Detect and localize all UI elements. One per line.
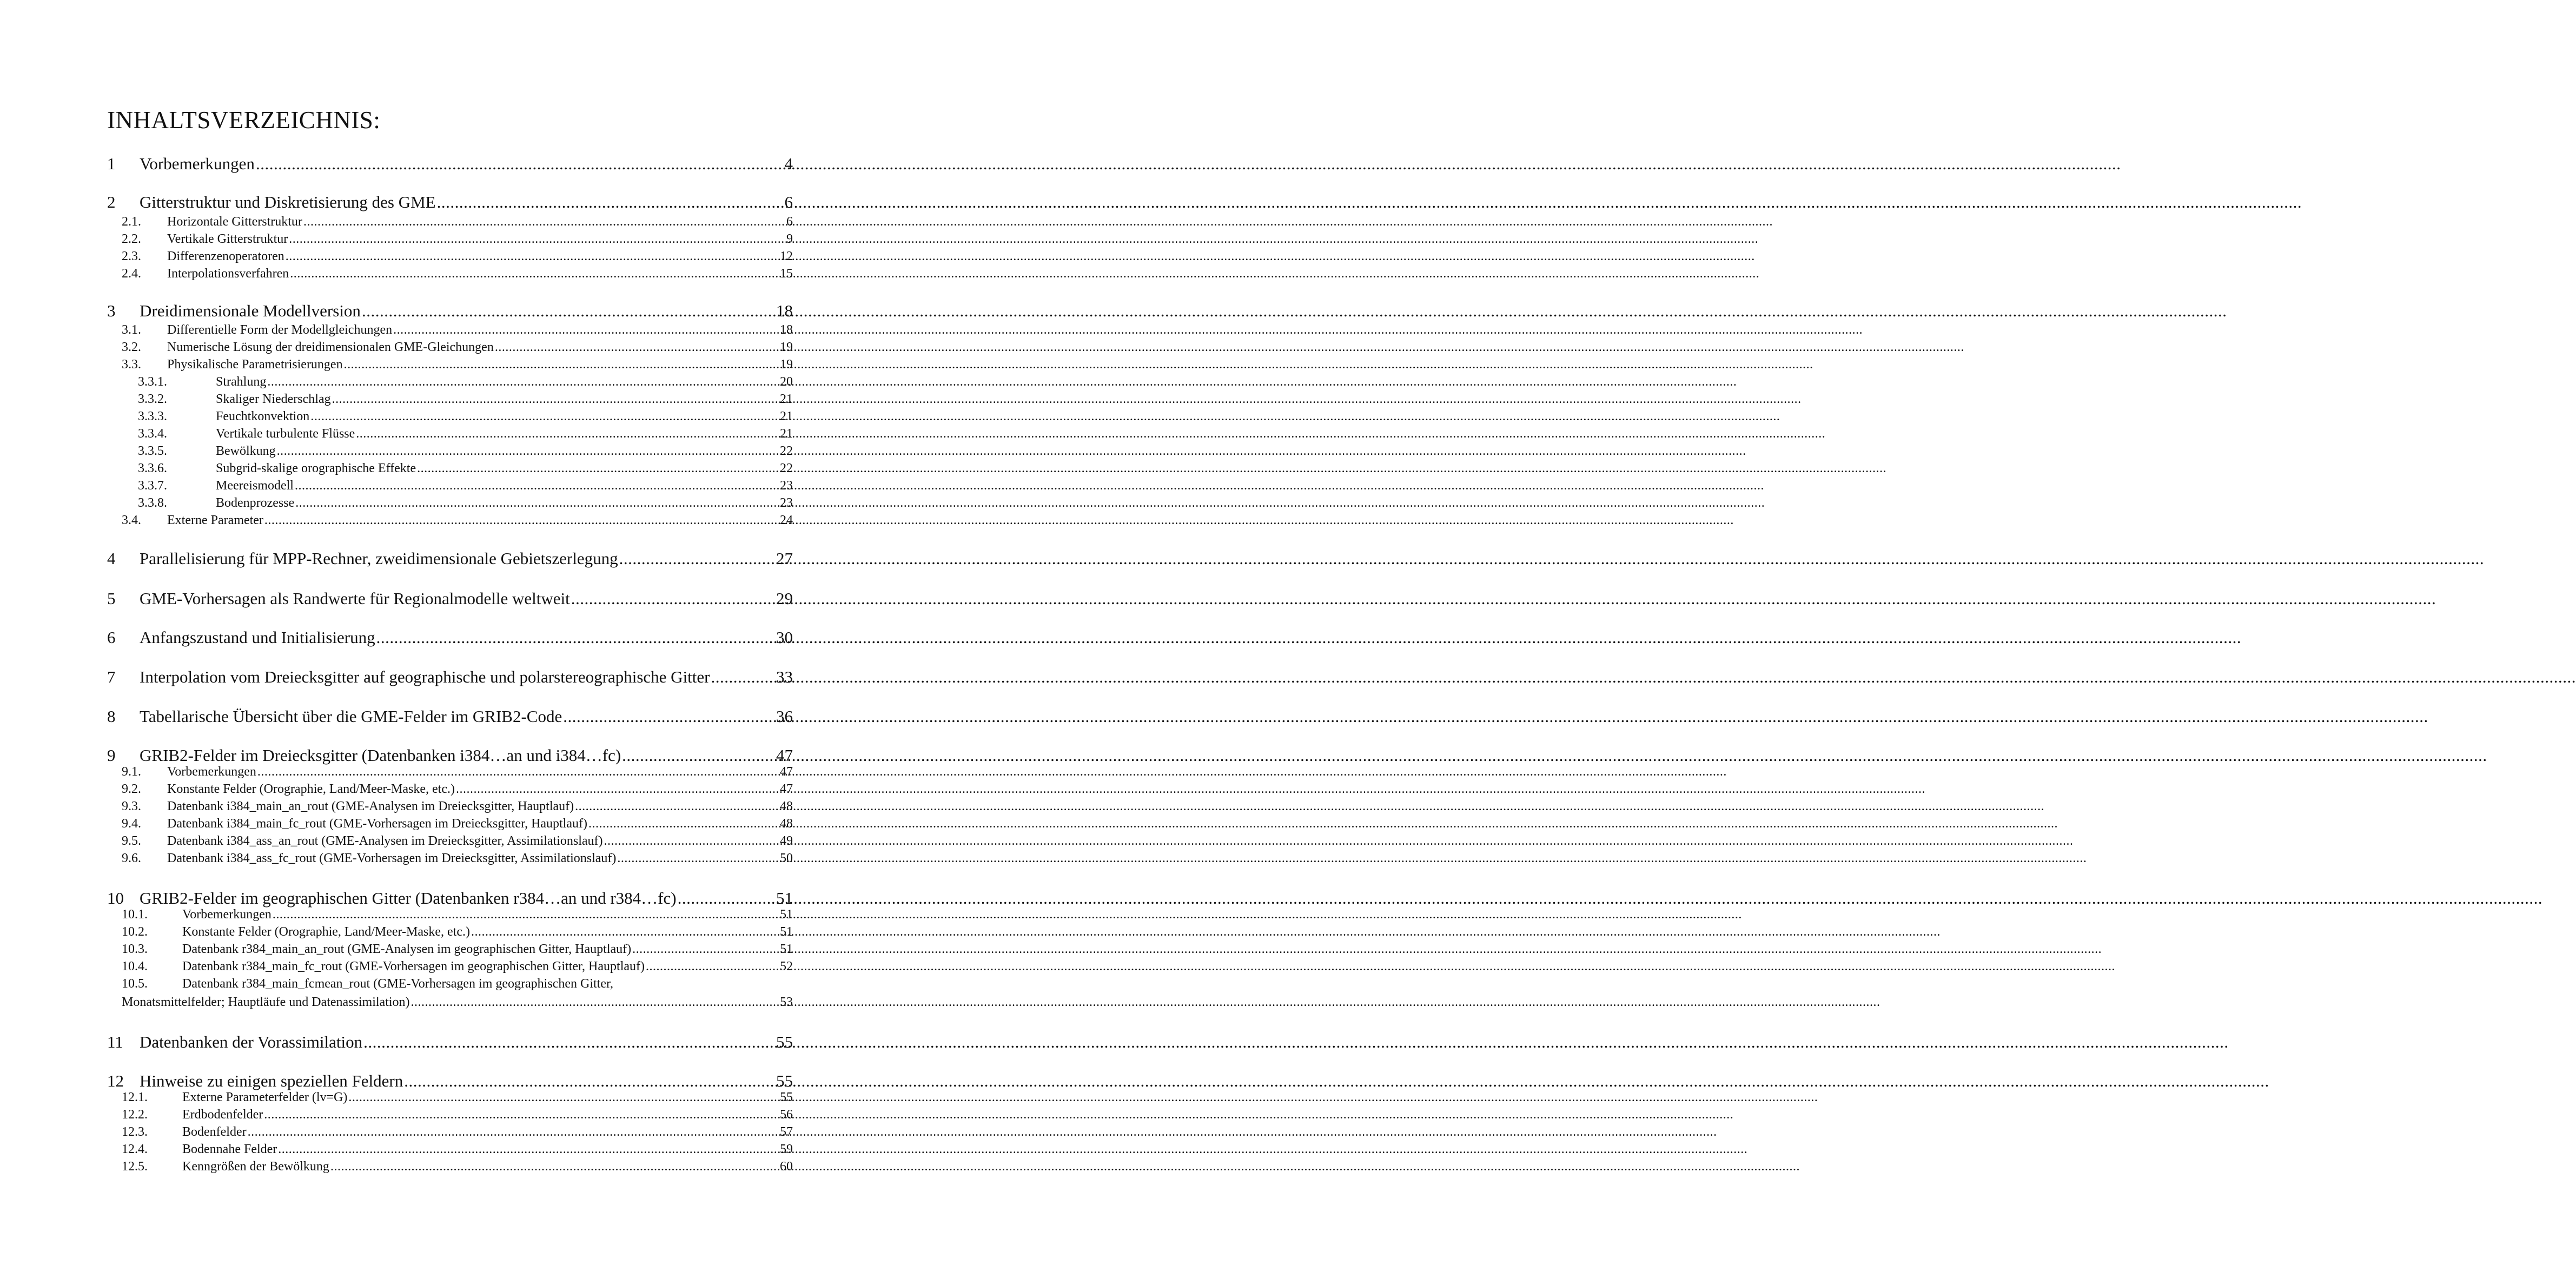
toc-entry-number: 12.2. [122,1108,148,1122]
toc-entry-page: 4 [784,154,793,173]
toc-entry[interactable] [107,153,793,175]
toc-entry[interactable] [122,975,793,992]
toc-entry[interactable] [138,408,793,425]
toc-entry-number: 3.3. [122,357,141,372]
toc-entry-number: 3.3.3. [138,409,167,423]
toc-entry[interactable] [122,906,793,923]
toc-entry-number: 11 [107,1032,123,1051]
toc-entry-page: 30 [776,628,793,647]
toc-entry-number: 3.3.8. [138,496,167,510]
toc-entry-page: 59 [780,1142,793,1156]
toc-leader-dots [363,1031,775,1053]
toc-leader-dots [393,321,779,339]
toc-entry-page: 19 [780,340,793,354]
toc-entry-page: 51 [780,925,793,939]
toc-entry-title: Konstante Felder (Orographie, Land/Meer-Maske, etc.) [182,925,470,939]
toc-entry[interactable] [122,213,793,230]
toc-entry-number: 9.5. [122,834,141,848]
toc-entry[interactable] [122,815,793,832]
toc-entry[interactable] [107,627,793,648]
toc-entry[interactable] [122,780,793,798]
toc-entry-title: Tabellarische Übersicht über die GME-Felder im GRIB2-Code [140,707,562,726]
toc-entry[interactable] [138,390,793,408]
toc-leader-dots [617,850,779,867]
toc-entry-title: Interpolationsverfahren [167,267,289,281]
toc-entry-number: 12.4. [122,1142,148,1156]
toc-entry-page: 55 [780,1090,793,1104]
toc-entry[interactable] [122,1141,793,1158]
toc-entry-number: 12.5. [122,1160,148,1174]
toc-entry-title: Monatsmittelfelder; Hauptläufe und Datenassimilation) [122,995,410,1009]
toc-entry-number: 3.2. [122,340,141,354]
toc-leader-dots [303,213,785,230]
toc-leader-dots [330,1158,779,1175]
toc-entry-title: Datenbank r384_main_an_rout (GME-Analysen im geographischen Gitter, Hauptlauf) [182,942,632,956]
toc-leader-dots [264,1106,779,1123]
toc-entry-title: Numerische Lösung der dreidimensionalen GME-Gleichungen [167,340,494,354]
toc-entry-page: 9 [786,232,793,246]
toc-leader-dots [286,248,779,265]
toc-entry-page: 23 [780,479,793,493]
toc-entry-title: Interpolation vom Dreiecksgitter auf geographische und polarstereographische Gitter [140,667,710,686]
toc-entry-number: 4 [107,549,116,568]
toc-leader-dots [571,588,775,610]
toc-entry-title: GME-Vorhersagen als Randwerte für Regionalmodelle weltweit [140,589,570,608]
toc-entry-page: 23 [780,496,793,510]
toc-entry-page: 50 [780,851,793,865]
toc-leader-dots [588,815,779,832]
toc-entry-title: Datenbanken der Vorassimilation [140,1032,363,1051]
toc-entry-number: 8 [107,707,116,726]
document-page [0,0,894,1265]
toc-entry-page: 47 [780,782,793,796]
toc-entry[interactable] [122,265,793,282]
toc-entry-number: 3.3.2. [138,392,167,406]
toc-entry-title: Hinweise zu einigen speziellen Feldern [140,1071,403,1090]
toc-entry[interactable] [122,339,793,356]
toc-entry-number: 2.3. [122,249,141,263]
toc-entry[interactable] [122,356,793,373]
toc-entry[interactable] [122,994,793,1011]
toc-entry-page: 56 [780,1108,793,1122]
toc-entry-title: Dreidimensionale Modellversion [140,301,361,320]
toc-entry[interactable] [122,1089,793,1106]
toc-entry-number: 3.3.6. [138,461,167,475]
toc-entry-title: Bodenprozesse [216,496,295,510]
toc-entry-number: 10.1. [122,908,148,922]
toc-entry-page: 49 [780,834,793,848]
toc-entry[interactable] [122,958,793,975]
toc-entry-title: Feuchtkonvektion [216,409,310,423]
toc-entry-title: Vorbemerkungen [182,908,271,922]
toc-entry-title: Datenbank i384_main_an_rout (GME-Analysen im Dreiecksgitter, Hauptlauf) [167,799,574,813]
toc-entry-page: 36 [776,707,793,726]
toc-entry-title: Skaliger Niederschlag [216,392,331,406]
toc-leader-dots [264,512,779,529]
toc-entry-page: 18 [780,323,793,337]
toc-entry-page: 21 [780,392,793,406]
toc-entry[interactable] [122,1106,793,1123]
toc-entry-page: 48 [780,799,793,813]
toc-entry-page: 6 [784,193,793,211]
toc-entry-title: Externe Parameterfelder (lv=G) [182,1090,348,1104]
toc-entry[interactable] [122,1123,793,1141]
toc-entry[interactable] [122,1158,793,1175]
toc-entry[interactable] [107,1031,793,1053]
toc-entry-number: 10.5. [122,977,148,991]
toc-entry-page: 22 [780,444,793,458]
toc-entry-number: 10.3. [122,942,148,956]
toc-entry[interactable] [138,442,793,460]
toc-leader-dots [267,373,779,390]
toc-leader-dots [471,923,779,941]
toc-entry-title: Datenbank i384_ass_an_rout (GME-Analysen im Dreiecksgitter, Assimilationslauf) [167,834,603,848]
toc-entry-page: 24 [780,513,793,527]
toc-leader-dots [711,666,775,688]
toc-entry-number: 9.6. [122,851,141,865]
toc-entry-title: Differenzenoperatoren [167,249,284,263]
toc-leader-dots [310,408,779,425]
toc-leader-dots [356,425,779,442]
toc-entry-title: Externe Parameter [167,513,263,527]
toc-entry-title: Differentielle Form der Modellgleichungen [167,323,393,337]
toc-entry-title: Vorbemerkungen [167,765,256,779]
toc-entry-page: 51 [780,908,793,922]
toc-entry-title: Bewölkung [216,444,276,458]
toc-entry-title: Datenbank r384_main_fc_rout (GME-Vorhersagen im geographischen Gitter, Hauptlauf) [182,959,645,973]
toc-entry-number: 12.3. [122,1125,148,1139]
toc-entry-title: Datenbank i384_ass_fc_rout (GME-Vorhersagen im Dreiecksgitter, Assimilationslauf) [167,851,617,865]
toc-entry-number: 2.4. [122,267,141,281]
toc-entry-number: 9.4. [122,817,141,831]
toc-entry-page: 29 [776,589,793,608]
toc-entry-number: 10.2. [122,925,148,939]
toc-entry-page: 21 [780,427,793,441]
toc-entry-title: Strahlung [216,375,267,389]
toc-entry-number: 12 [107,1071,124,1090]
toc-entry-number: 2.2. [122,232,141,246]
toc-entry-page: 15 [780,267,793,281]
toc-entry[interactable] [107,300,793,322]
toc-entry-page: 19 [780,357,793,372]
toc-entry-page: 12 [780,249,793,263]
toc-entry-title: GRIB2-Felder im Dreiecksgitter (Datenbanken i384…an und i384…fc) [140,746,621,765]
toc-entry-number: 1 [107,154,116,173]
toc-entry-number: 7 [107,667,116,686]
toc-entry[interactable] [122,321,793,339]
toc-leader-dots [256,153,784,175]
toc-entry[interactable] [122,850,793,867]
toc-entry[interactable] [107,588,793,610]
toc-leader-dots [619,548,775,569]
toc-entry-page: 21 [780,409,793,423]
toc-entry-title: Gitterstruktur und Diskretisierung des GME [140,193,436,211]
toc-entry-page: 51 [776,889,793,908]
toc-entry-page: 33 [776,667,793,686]
toc-entry-title: Vertikale Gitterstruktur [167,232,288,246]
toc-entry-title: GRIB2-Felder im geographischen Gitter (Datenbanken r384…an und r384…fc) [140,889,677,908]
toc-entry[interactable] [122,230,793,248]
toc-entry[interactable] [107,548,793,569]
toc-entry-number: 3.3.7. [138,479,167,493]
toc-entry-page: 47 [776,746,793,765]
toc-entry-page: 52 [780,959,793,973]
toc-entry[interactable] [122,941,793,958]
toc-leader-dots [646,958,779,975]
toc-entry-title: Meereismodell [216,479,294,493]
toc-leader-dots [295,494,779,512]
toc-entry[interactable] [122,798,793,815]
toc-entry-page: 6 [786,215,793,229]
toc-entry-number: 5 [107,589,116,608]
toc-entry-number: 10.4. [122,959,148,973]
toc-leader-dots [273,906,779,923]
toc-entry-page: 47 [780,765,793,779]
toc-entry-title: Anfangszustand und Initialisierung [140,628,375,647]
toc-entry-title: Subgrid-skalige orographische Effekte [216,461,416,475]
toc-leader-dots [348,1089,779,1106]
toc-entry-page: 18 [776,301,793,320]
toc-entry[interactable] [122,832,793,850]
toc-entry-number: 3.4. [122,513,141,527]
toc-leader-dots [289,230,785,248]
toc-entry-number: 3 [107,301,116,320]
toc-title: INHALTSVERZEICHNIS: [107,107,381,134]
toc-entry-title: Bodenfelder [182,1125,247,1139]
toc-entry-page: 53 [780,995,793,1009]
toc-entry-page: 22 [780,461,793,475]
toc-entry-page: 55 [776,1032,793,1051]
toc-entry[interactable] [138,425,793,442]
toc-entry-page: 27 [776,549,793,568]
toc-entry-title: Vorbemerkungen [140,154,255,173]
toc-entry[interactable] [107,666,793,688]
toc-entry-number: 10 [107,889,124,908]
toc-leader-dots [417,460,779,477]
toc-entry[interactable] [122,763,793,780]
toc-entry-title: Bodennahe Felder [182,1142,277,1156]
toc-entry-number: 2.1. [122,215,141,229]
toc-entry-title: Datenbank r384_main_fcmean_rout (GME-Vorhersagen im geographischen Gitter, [182,977,614,991]
toc-entry-number: 3.3.5. [138,444,167,458]
toc-entry-title: Parallelisierung für MPP-Rechner, zweidimensionale Gebietszerlegung [140,549,618,568]
toc-entry-title: Datenbank i384_main_fc_rout (GME-Vorhersagen im Dreiecksgitter, Hauptlauf) [167,817,588,831]
toc-entry-page: 60 [780,1160,793,1174]
toc-entry-title: Vertikale turbulente Flüsse [216,427,355,441]
toc-leader-dots [290,265,779,282]
toc-entry[interactable] [122,512,793,529]
toc-leader-dots [344,356,779,373]
toc-entry-number: 9.3. [122,799,141,813]
toc-leader-dots [362,300,775,322]
toc-entry-number: 12.1. [122,1090,148,1104]
toc-entry-number: 2 [107,193,116,211]
toc-entry[interactable] [138,460,793,477]
toc-entry-title: Horizontale Gitterstruktur [167,215,302,229]
toc-leader-dots [248,1123,779,1141]
toc-entry-title: Konstante Felder (Orographie, Land/Meer-Maske, etc.) [167,782,455,796]
toc-leader-dots [575,798,779,815]
toc-entry-number: 9.1. [122,765,141,779]
toc-leader-dots [376,627,775,648]
toc-entry[interactable] [122,248,793,265]
toc-leader-dots [277,442,779,460]
toc-entry-page: 57 [780,1125,793,1139]
toc-entry-page: 20 [780,375,793,389]
toc-leader-dots [456,780,779,798]
toc-entry-number: 9 [107,746,116,765]
toc-entry-page: 55 [776,1071,793,1090]
toc-entry-number: 6 [107,628,116,647]
toc-entry[interactable] [138,477,793,494]
toc-entry-title: Erdbodenfelder [182,1108,263,1122]
toc-entry-title: Physikalische Parametrisierungen [167,357,343,372]
toc-leader-dots [295,477,779,494]
toc-entry-number: 3.1. [122,323,141,337]
toc-leader-dots [563,706,775,727]
toc-entry-number: 3.3.1. [138,375,167,389]
toc-entry-page: 48 [780,817,793,831]
toc-entry-number: 9.2. [122,782,141,796]
toc-leader-dots [495,339,779,356]
toc-entry-page: 51 [780,942,793,956]
toc-leader-dots [604,832,779,850]
toc-leader-dots [411,994,779,1011]
toc-entry[interactable] [138,373,793,390]
toc-leader-dots [632,941,779,958]
toc-leader-dots [332,390,779,408]
toc-leader-dots [257,763,779,780]
toc-leader-dots [437,191,784,213]
toc-entry[interactable] [122,923,793,941]
toc-leader-dots [278,1141,779,1158]
toc-entry[interactable] [138,494,793,512]
toc-entry-number: 3.3.4. [138,427,167,441]
toc-entry[interactable] [107,706,793,727]
toc-entry[interactable] [107,191,793,213]
toc-entry-title: Kenngrößen der Bewölkung [182,1160,329,1174]
